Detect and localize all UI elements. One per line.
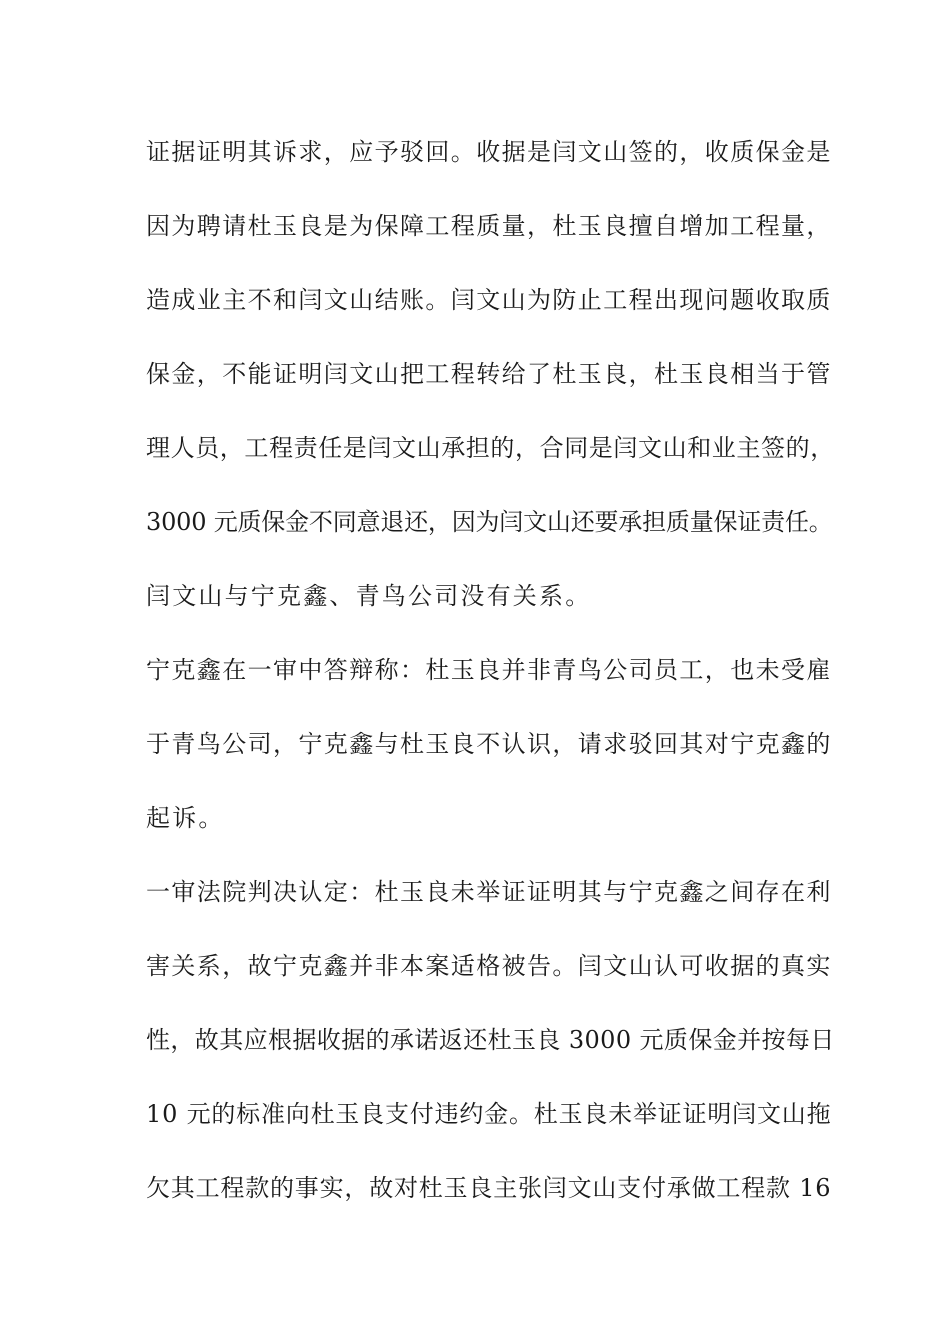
text-line: 起诉。 [146,804,225,832]
text-line: 性，故其应根据收据的承诺返还杜玉良 3000 元质保金并按每日 [146,1026,835,1054]
text-line: 造成业主不和闫文山结账。闫文山为防止工程出现问题收取质 [146,286,832,314]
text-line: 于青鸟公司，宁克鑫与杜玉良不认识，请求驳回其对宁克鑫的 [146,730,832,758]
text-line: 欠其工程款的事实，故对杜玉良主张闫文山支付承做工程款 16 [146,1174,832,1202]
text-line: 理人员，工程责任是闫文山承担的，合同是闫文山和业主签的， [146,434,835,462]
text-line: 因为聘请杜玉良是为保障工程质量，杜玉良擅自增加工程量， [146,212,832,240]
text-line: 证据证明其诉求，应予驳回。收据是闫文山签的，收质保金是 [146,138,832,166]
text-line: 10 元的标准向杜玉良支付违约金。杜玉良未举证证明闫文山拖 [146,1100,832,1128]
text-line: 宁克鑫在一审中答辩称：杜玉良并非青鸟公司员工，也未受雇 [146,656,832,684]
text-line: 3000 元质保金不同意退还，因为闫文山还要承担质量保证责任。 [146,508,833,536]
text-line: 一审法院判决认定：杜玉良未举证证明其与宁克鑫之间存在利 [146,878,832,906]
text-line: 闫文山与宁克鑫、青鸟公司没有关系。 [146,582,592,610]
text-line: 保金，不能证明闫文山把工程转给了杜玉良，杜玉良相当于管 [146,360,832,388]
text-line: 害关系，故宁克鑫并非本案适格被告。闫文山认可收据的真实 [146,952,832,980]
